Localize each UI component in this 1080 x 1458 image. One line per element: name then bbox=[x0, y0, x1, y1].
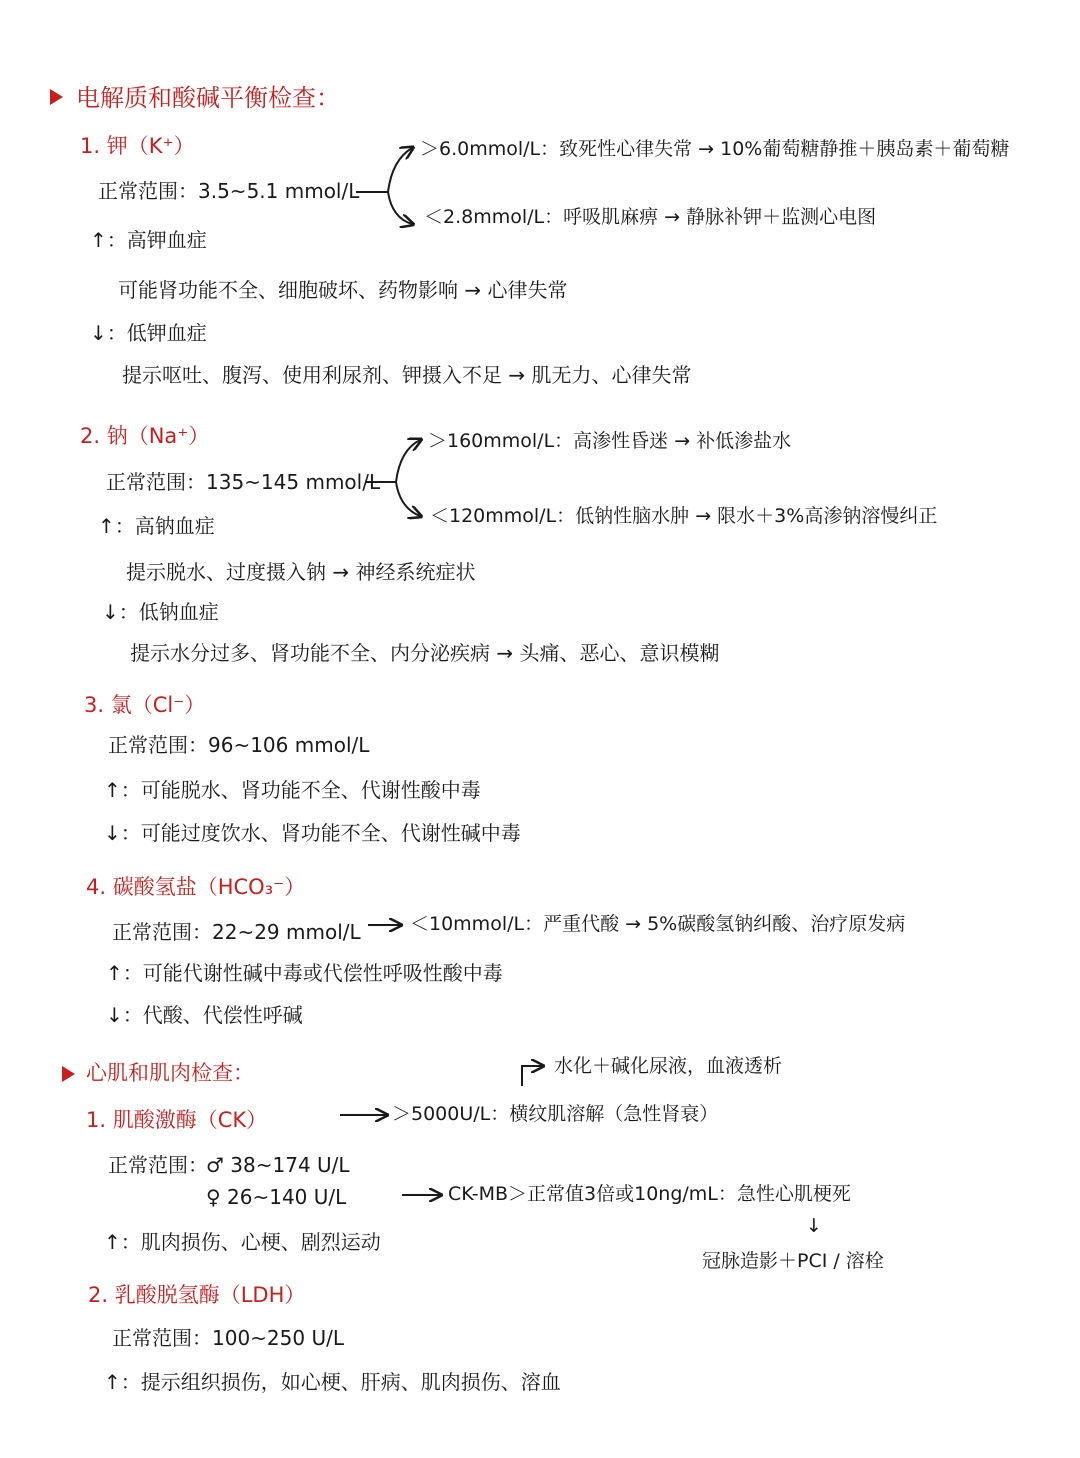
potassium-branch-high: ＞6.0mmol/L：致死性心律失常 → 10%葡萄糖静推＋胰岛素＋葡萄糖 bbox=[420, 138, 1010, 160]
potassium-down-detail: 提示呕吐、腹泻、使用利尿剂、钾摄入不足 → 肌无力、心律失常 bbox=[122, 363, 692, 387]
chloride-down: ↓：可能过度饮水、肾功能不全、代谢性碱中毒 bbox=[104, 821, 521, 845]
ck-treatment: 水化＋碱化尿液，血液透析 bbox=[554, 1055, 783, 1077]
sodium-branch-low: ＜120mmol/L：低钠性脑水肿 → 限水＋3%高渗钠溶慢纠正 bbox=[430, 505, 938, 527]
ckmb-treatment: 冠脉造影＋PCI / 溶栓 bbox=[702, 1250, 884, 1272]
ck-normal-male: ♂ 38~174 U/L bbox=[206, 1153, 350, 1177]
potassium-up-label: ↑：高钾血症 bbox=[90, 228, 207, 252]
chloride-normal-range: 正常范围：96~106 mmol/L bbox=[108, 733, 370, 757]
ckmb-branch: CK-MB＞正常值3倍或10ng/mL：急性心肌梗死 bbox=[448, 1183, 851, 1205]
potassium-title: 1. 钾（K⁺） bbox=[80, 134, 195, 158]
sodium-up-label: ↑：高钠血症 bbox=[98, 514, 215, 538]
sodium-branch-high: ＞160mmol/L：高渗性昏迷 → 补低渗盐水 bbox=[428, 430, 792, 452]
chloride-up: ↑：可能脱水、肾功能不全、代谢性酸中毒 bbox=[104, 778, 481, 802]
ck-title: 1. 肌酸激酶（CK） bbox=[86, 1108, 268, 1132]
ck-branch: ＞5000U/L：横纹肌溶解（急性肾衰） bbox=[392, 1103, 719, 1125]
sodium-normal-range: 正常范围：135~145 mmol/L bbox=[106, 470, 381, 494]
potassium-normal-range: 正常范围：3.5~5.1 mmol/L bbox=[98, 179, 360, 203]
potassium-up-detail: 可能肾功能不全、细胞破坏、药物影响 → 心律失常 bbox=[118, 278, 568, 302]
bicarbonate-normal-range: 正常范围：22~29 mmol/L bbox=[112, 920, 361, 944]
sodium-title: 2. 钠（Na⁺） bbox=[80, 424, 210, 448]
sodium-down-detail: 提示水分过多、肾功能不全、内分泌疾病 → 头痛、恶心、意识模糊 bbox=[130, 641, 720, 665]
ldh-up: ↑：提示组织损伤，如心梗、肝病、肌肉损伤、溶血 bbox=[104, 1370, 561, 1394]
ck-treatment-arrow bbox=[522, 1066, 542, 1086]
bicarbonate-down: ↓：代酸、代偿性呼碱 bbox=[106, 1003, 303, 1027]
sodium-up-detail: 提示脱水、过度摄入钠 → 神经系统症状 bbox=[126, 560, 476, 584]
potassium-fork-arrow bbox=[356, 148, 412, 224]
ldh-normal-range: 正常范围：100~250 U/L bbox=[112, 1326, 344, 1350]
potassium-down-label: ↓：低钾血症 bbox=[90, 321, 207, 345]
potassium-branch-low: ＜2.8mmol/L：呼吸肌麻痹 → 静脉补钾＋监测心电图 bbox=[424, 206, 877, 228]
sodium-down-label: ↓：低钠血症 bbox=[102, 600, 219, 624]
section-bullet-icon bbox=[50, 89, 63, 105]
ck-up: ↑：肌肉损伤、心梗、剧烈运动 bbox=[104, 1230, 381, 1254]
bicarbonate-up: ↑：可能代谢性碱中毒或代偿性呼吸性酸中毒 bbox=[106, 961, 503, 985]
ck-normal-label: 正常范围： bbox=[108, 1153, 208, 1177]
ck-normal-female: ♀ 26~140 U/L bbox=[206, 1185, 347, 1209]
section-heading-electrolyte: 电解质和酸碱平衡检查： bbox=[76, 84, 340, 112]
bicarbonate-branch: ＜10mmol/L：严重代酸 → 5%碳酸氢钠纠酸、治疗原发病 bbox=[410, 913, 906, 935]
ckmb-down-arrow-icon: ↓ bbox=[806, 1215, 822, 1237]
chloride-title: 3. 氯（Cl⁻） bbox=[84, 693, 206, 717]
section-heading-muscle: 心肌和肌肉检查： bbox=[86, 1061, 254, 1085]
ldh-title: 2. 乳酸脱氢酶（LDH） bbox=[88, 1283, 306, 1307]
section-bullet-icon bbox=[62, 1066, 75, 1082]
bicarbonate-title: 4. 碳酸氢盐（HCO₃⁻） bbox=[86, 875, 306, 899]
